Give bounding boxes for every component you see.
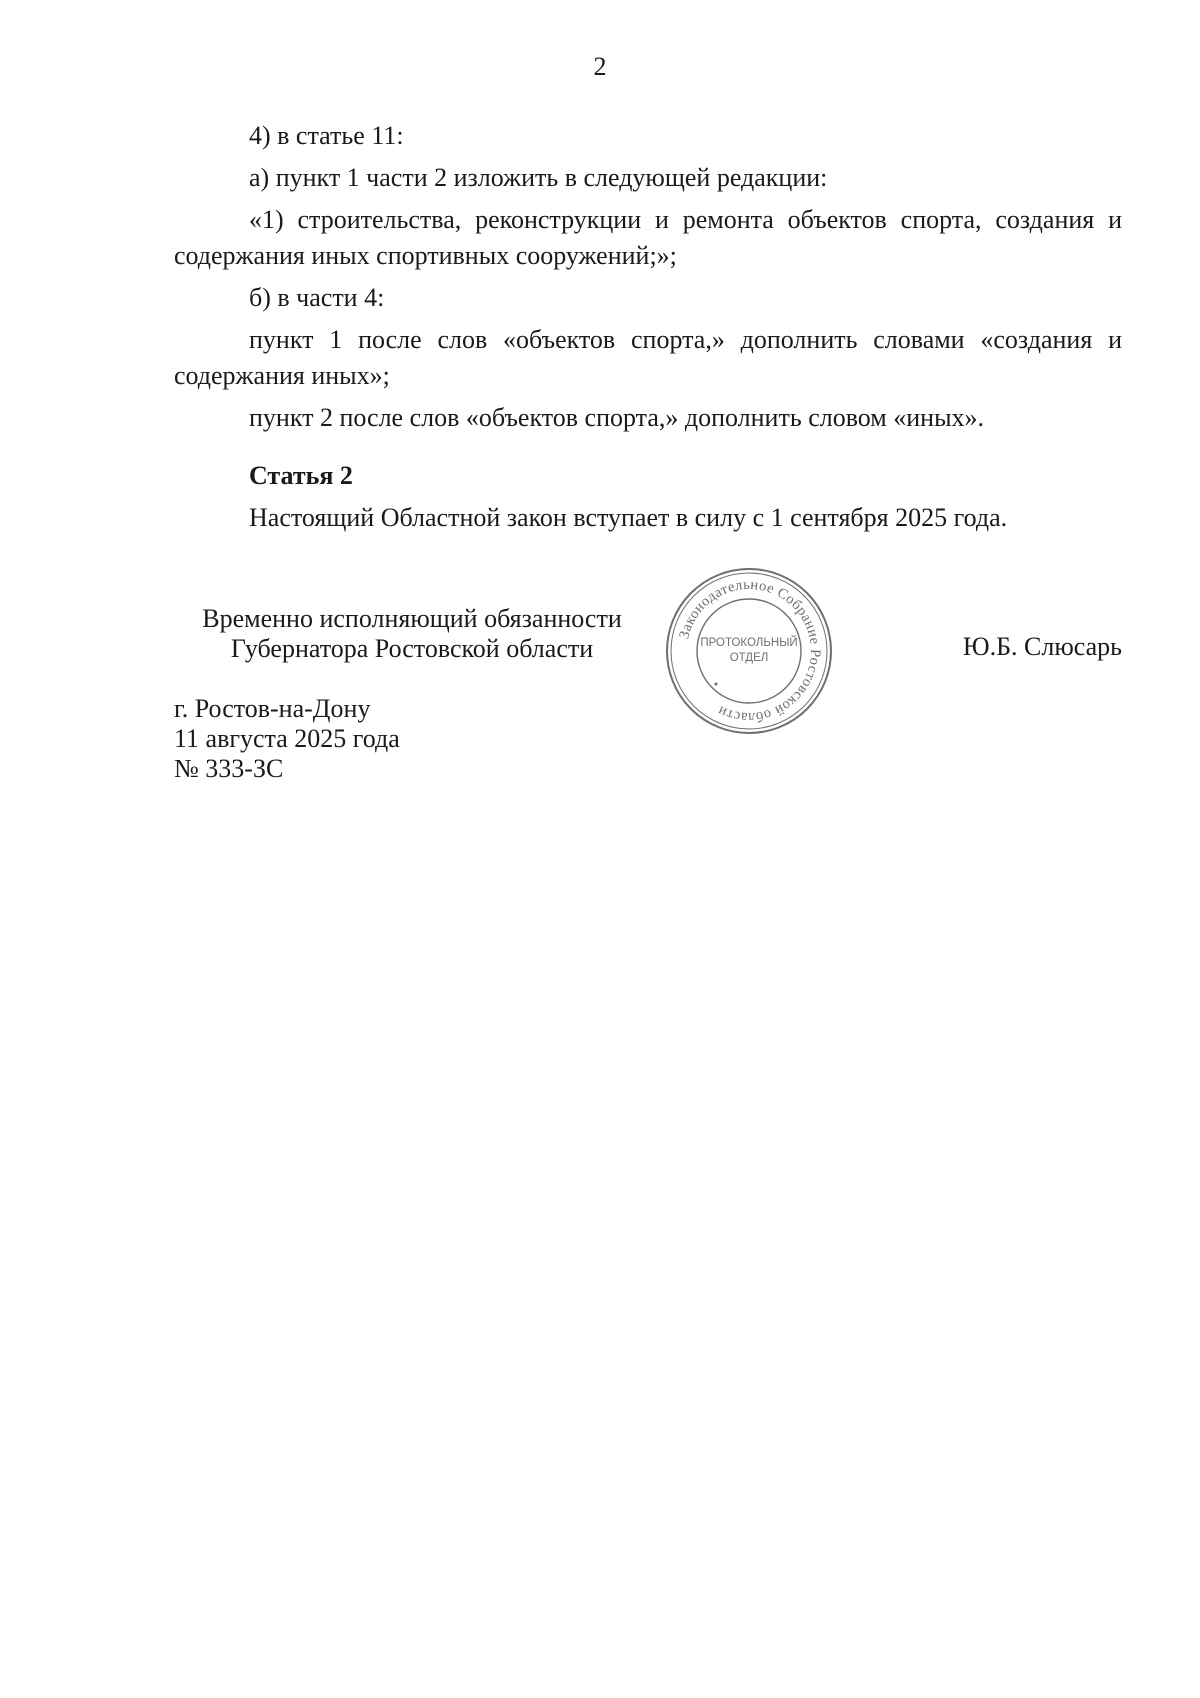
signing-city: г. Ростов-на-Дону <box>174 694 371 723</box>
page-number: 2 <box>593 52 607 81</box>
stamp-dot <box>715 683 718 686</box>
paragraph-new-wording: «1) строительства, реконструкции и ремонта объектов спорта, создания и содержания иных спортивных сооружений;»; <box>174 205 1122 270</box>
article-heading: Статья 2 <box>249 461 353 490</box>
stamp-center-line2: ОТДЕЛ <box>729 652 769 664</box>
signer-name: Ю.Б. Слюсарь <box>962 632 1122 661</box>
paragraph-subitem-b: б) в части 4: <box>249 283 385 312</box>
stamp-outer-ring-inner <box>671 573 827 729</box>
official-stamp <box>664 566 834 736</box>
paragraph-article-11: 4) в статье 11: <box>249 121 404 150</box>
place-date-block <box>174 694 400 784</box>
stamp-ring-text: Законодательное Собрание Ростовской области <box>676 576 824 726</box>
stamp-center-line1: ПРОТОКОЛЬНЫЙ <box>700 637 798 649</box>
signature-position-line2: Губернатора Ростовской области <box>230 634 594 663</box>
paragraph-subitem-a: а) пункт 1 части 2 изложить в следующей редакции: <box>249 163 828 192</box>
stamp-inner-ring <box>697 599 801 703</box>
law-number: № 333-ЗС <box>174 754 284 783</box>
signature-position-line1: Временно исполняющий обязанности <box>202 604 622 633</box>
paragraph-point-1: пункт 1 после слов «объектов спорта,» дополнить словами «создания и содержания иных»; <box>174 325 1122 390</box>
stamp-outer-ring <box>667 569 831 733</box>
signing-date: 11 августа 2025 года <box>174 724 400 753</box>
paragraph-point-2: пункт 2 после слов «объектов спорта,» дополнить словом «иных». <box>249 403 985 432</box>
signature-position <box>174 604 650 664</box>
article-text: Настоящий Областной закон вступает в силу с 1 сентября 2025 года. <box>249 503 1008 532</box>
